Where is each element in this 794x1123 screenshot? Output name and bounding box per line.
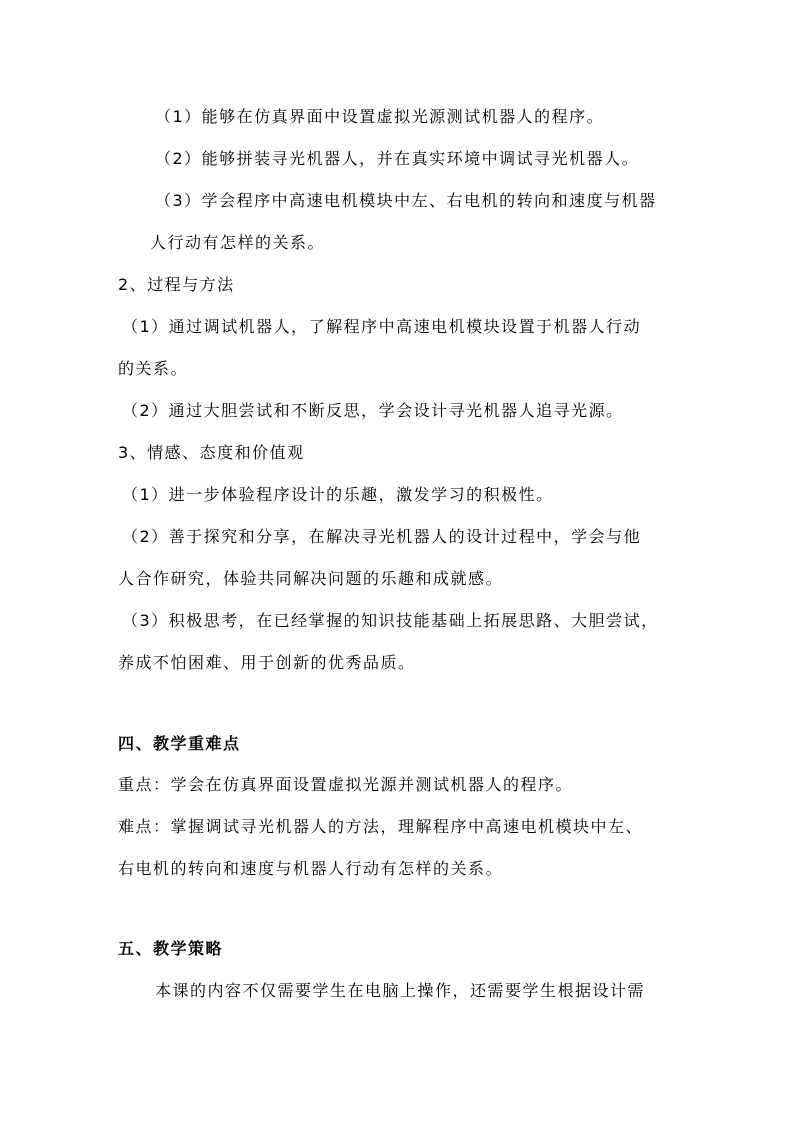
skill-objective-2: （2）能够拼装寻光机器人，并在真实环境中调试寻光机器人。: [155, 149, 640, 168]
strategy-heading: 五、教学策略: [118, 939, 224, 958]
skill-objective-1: （1）能够在仿真界面中设置虚拟光源测试机器人的程序。: [155, 107, 605, 126]
key-point-difficulty-continued: 右电机的转向和速度与机器人行动有怎样的关系。: [118, 859, 504, 878]
key-points-heading: 四、教学重难点: [118, 734, 241, 753]
strategy-paragraph: 本课的内容不仅需要学生在电脑上操作，还需要学生根据设计需: [155, 981, 646, 1000]
process-objective-1: （1）通过调试机器人，了解程序中高速电机模块设置于机器人行动: [122, 317, 642, 336]
skill-objective-3-continued: 人行动有怎样的关系。: [150, 233, 326, 252]
values-objective-1: （1）进一步体验程序设计的乐趣，激发学习的积极性。: [122, 485, 554, 504]
values-objective-2: （2）善于探究和分享，在解决寻光机器人的设计过程中，学会与他: [122, 527, 642, 546]
values-objective-3-continued: 养成不怕困难、用于创新的优秀品质。: [118, 653, 416, 672]
values-objective-3: （3）积极思考，在已经掌握的知识技能基础上拓展思路、大胆尝试，: [122, 611, 659, 630]
key-point-difficulty: 难点：掌握调试寻光机器人的方法，理解程序中高速电机模块中左、: [118, 817, 644, 836]
process-objective-2: （2）通过大胆尝试和不断反思，学会设计寻光机器人追寻光源。: [122, 401, 624, 420]
skill-objective-3: （3）学会程序中高速电机模块中左、右电机的转向和速度与机器: [155, 191, 657, 210]
process-heading: 2、过程与方法: [118, 275, 235, 294]
key-point-focus: 重点：学会在仿真界面设置虚拟光源并测试机器人的程序。: [118, 775, 574, 794]
values-heading: 3、情感、态度和价值观: [118, 443, 305, 462]
values-objective-2-continued: 人合作研究，体验共同解决问题的乐趣和成就感。: [118, 569, 504, 588]
process-objective-1-continued: 的关系。: [118, 359, 189, 378]
